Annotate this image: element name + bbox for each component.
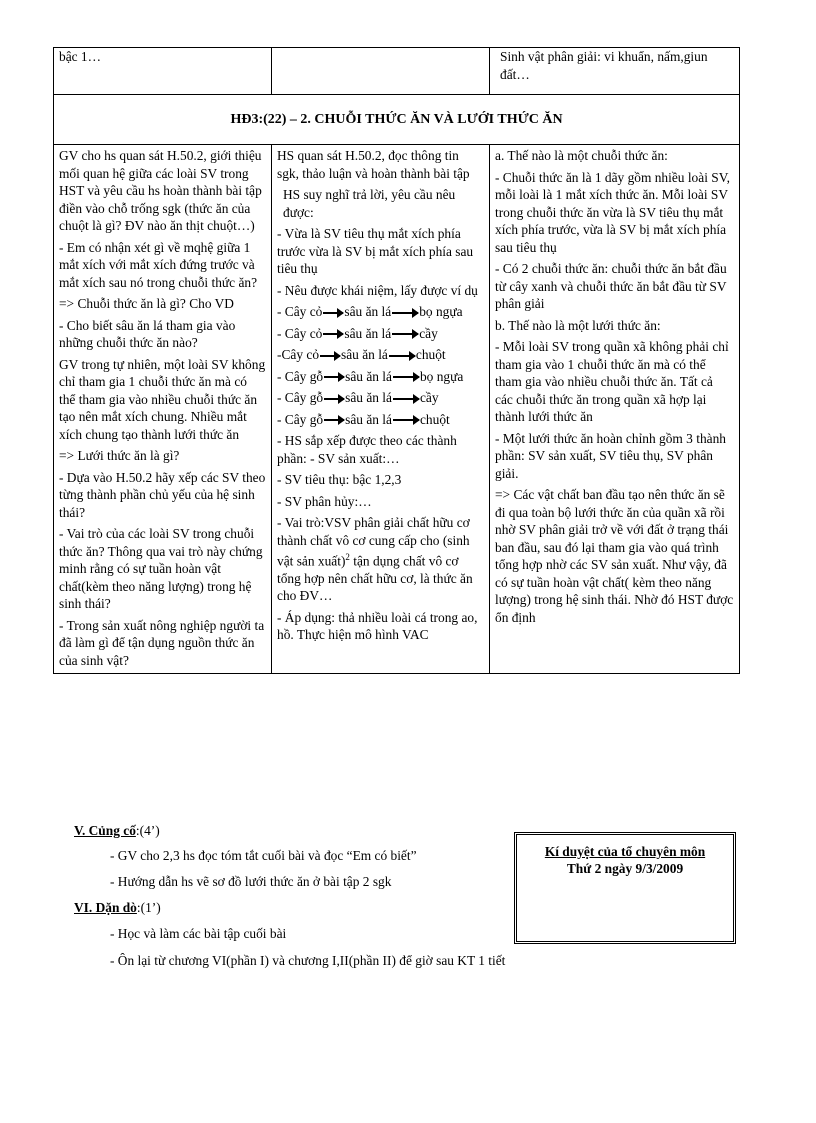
approval-title: Kí duyệt của tổ chuyên môn (544, 844, 706, 859)
teacher-paragraph: - Vai trò của các loài SV trong chuỗi thức ăn? Thông qua vai trò này chứng minh rằng có sự tuần hoàn vật chất(kèm theo năng lượng) trong hệ sinh thái? (59, 526, 263, 611)
table-row (54, 95, 740, 145)
chain-organism: - Cây cỏ (277, 325, 323, 341)
arrow-right-icon (393, 376, 419, 378)
section-heading: HĐ3:(22) – 2. CHUỖI THỨC ĂN VÀ LƯỚI THỨC ĂN (54, 95, 740, 145)
arrow-right-icon (324, 419, 344, 421)
chain-organism: chuột (419, 411, 450, 427)
student-paragraph: - SV tiêu thụ: bậc 1,2,3 (277, 472, 402, 487)
content-column (490, 145, 740, 674)
food-chain-row (277, 411, 484, 429)
content-paragraph: => Các vật chất ban đầu tạo nên thức ăn sẽ đi qua toàn bộ lưới thức ăn của quần xã rồi nhờ SV phân giải trở về với đất ở trạng thái ban đầu, sau đó lại tham gia vào quá trình tổng hợp nhờ các SV sản xuất. Như vậy, đã có sự tuần hoàn vật chất( kèm theo năng lượng) trong hệ sinh thái. Nhờ đó HST được ổn định (495, 487, 734, 625)
teacher-column (54, 145, 272, 674)
content-paragraph: - Chuỗi thức ăn là 1 dãy gồm nhiều loài SV, mỗi loài là 1 mắt xích thức ăn. Mỗi loài SV trong chuỗi thức ăn vừa là SV tiêu thụ mắt xích phía trước, vừa là SV bị mắt xích phía sau tiêu thụ (495, 169, 730, 255)
content-paragraph: - Có 2 chuỗi thức ăn: chuỗi thức ăn bắt đầu từ cây xanh và chuỗi thức ăn bắt đầu từ SV phân giải (495, 261, 727, 311)
student-paragraph: - Nêu được khái niệm, lấy được ví dụ (277, 282, 478, 298)
student-paragraph: - SV phân hủy:… (277, 493, 372, 509)
dando-item: - Ôn lại từ chương VI(phần I) và chương I,II(phần II) để giờ sau KT 1 tiết (110, 953, 506, 968)
arrow-right-icon (320, 355, 340, 357)
chain-organism: cầy (419, 390, 439, 405)
chain-organism: sâu ăn lá (345, 368, 392, 384)
content-paragraph: a. Thế nào là một chuỗi thức ăn: (495, 148, 668, 163)
chain-organism: sâu ăn lá (344, 325, 392, 341)
student-paragraph: - HS sắp xếp được theo các thành phần: - SV sản xuất:… (277, 433, 457, 466)
approval-date: Thứ 2 ngày 9/3/2009 (566, 861, 684, 876)
chain-organism: sâu ăn lá (345, 390, 392, 405)
top-content-cell: Sinh vật phân giải: vi khuẩn, nấm,giun đất… (490, 48, 740, 95)
content-paragraph: - Mỗi loài SV trong quần xã không phải chỉ tham gia vào 1 chuỗi thức ăn mà có thể tham gia vào nhiều chuỗi thức ăn. Tất cả các chuỗi thức ăn trong quần xã hợp lại thành lưới thức ăn (495, 339, 729, 424)
food-chain-row (277, 325, 484, 343)
arrow-right-icon (393, 419, 419, 421)
teacher-paragraph: - Cho biết sâu ăn lá tham gia vào những chuỗi thức ăn nào? (59, 317, 236, 350)
arrow-right-icon (324, 398, 344, 400)
chain-organism: cầy (419, 325, 438, 341)
arrow-right-icon (323, 333, 343, 335)
chain-organism: sâu ăn lá (341, 347, 388, 362)
student-paragraph: - Vai trò:VSV phân giải chất hữu cơ thành chất vô cơ cung cấp cho (sinh vật sản xuất)$^2$ tận dụng chất vô cơ tổng hợp nên chất hữu cơ, là thức ăn cho ĐV… (277, 515, 473, 604)
food-chain-row (277, 389, 484, 407)
teacher-paragraph: => Chuỗi thức ăn là gì? Cho VD (59, 296, 234, 311)
food-chain-row (277, 346, 484, 364)
cungco-item: - Hướng dẫn hs vẽ sơ đồ lưới thức ăn ở bài tập 2 sgk (110, 874, 392, 889)
food-chain-row (277, 303, 484, 321)
teacher-paragraph: - Em có nhận xét gì về mqhệ giữa 1 mắt xích với mắt xích đứng trước và mắt xích sau nó trong chuỗi thức ăn? (59, 239, 258, 290)
student-paragraph: - Vừa là SV tiêu thụ mắt xích phía trước vừa là SV bị mắt xích phía sau tiêu thụ (277, 226, 474, 276)
content-paragraph: b. Thế nào là một lưới thức ăn: (495, 317, 661, 333)
dando-item: - Học và làm các bài tập cuối bài (110, 926, 287, 941)
arrow-right-icon (389, 355, 415, 357)
cungco-heading: V. Củng cố:(4’) (74, 823, 160, 838)
chain-organism: sâu ăn lá (344, 304, 392, 319)
chain-organism: chuột (415, 347, 446, 362)
food-chain-list (277, 303, 484, 428)
chain-organism: sâu ăn lá (345, 411, 392, 427)
teacher-paragraph: GV trong tự nhiên, một loài SV không chỉ tham gia 1 chuỗi thức ăn mà có thể tham gia vào nhiều chuỗi thức ăn tạo nên mắt xích chung. Nhiều mắt xích chung tạo thành lưới thức ăn (59, 356, 266, 442)
cungco-item: - GV cho 2,3 hs đọc tóm tắt cuối bài và đọc “Em có biết” (110, 848, 417, 863)
approval-box (514, 832, 736, 944)
top-student-cell (272, 48, 490, 95)
dando-heading: VI. Dặn dò:(1’) (74, 900, 161, 915)
table-row (54, 145, 740, 674)
arrow-right-icon (323, 312, 343, 314)
arrow-right-icon (324, 376, 344, 378)
student-paragraph: - Áp dụng: thả nhiều loài cá trong ao, hồ. Thực hiện mô hình VAC (277, 609, 478, 643)
chain-organism: - Cây gỗ (277, 368, 324, 384)
arrow-right-icon (392, 333, 418, 335)
chain-organism: - Cây gỗ (277, 411, 324, 427)
chain-organism: bọ ngựa (419, 304, 463, 319)
teacher-paragraph: => Lưới thức ăn là gì? (59, 448, 180, 463)
student-column (272, 145, 490, 674)
food-chain-row (277, 368, 484, 386)
chain-organism: bọ ngựa (419, 368, 464, 384)
lesson-table (53, 47, 740, 674)
teacher-paragraph: - Trong sản xuất nông nghiệp người ta đã làm gì để tận dụng nguồn thức ăn của sinh vật? (59, 617, 265, 668)
chain-organism: - Cây cỏ (277, 304, 323, 319)
teacher-paragraph: - Dựa vào H.50.2 hãy xếp các SV theo từng thành phần chủ yếu của hệ sinh thái? (59, 469, 266, 520)
chain-organism: - Cây gỗ (277, 390, 324, 405)
teacher-paragraph: GV cho hs quan sát H.50.2, giới thiệu mối quan hệ giữa các loài SV trong HST và yêu cầu hs hoàn thành bài tập điền vào chỗ trống sgk (thức ăn của chuột là gì? ĐV nào ăn thịt chuột…) (59, 148, 262, 233)
top-teacher-cell: bậc 1… (54, 48, 272, 95)
arrow-right-icon (392, 312, 418, 314)
content-paragraph: - Một lưới thức ăn hoàn chỉnh gồm 3 thành phần: SV sản xuất, SV tiêu thụ, SV phân giải. (495, 430, 726, 481)
table-row (54, 48, 740, 95)
student-paragraph: HS suy nghĩ trả lời, yêu cầu nêu được: (283, 187, 456, 220)
arrow-right-icon (393, 398, 419, 400)
student-paragraph: HS quan sát H.50.2, đọc thông tin sgk, thảo luận và hoàn thành bài tập (277, 148, 470, 181)
chain-organism: -Cây cỏ (277, 347, 320, 362)
